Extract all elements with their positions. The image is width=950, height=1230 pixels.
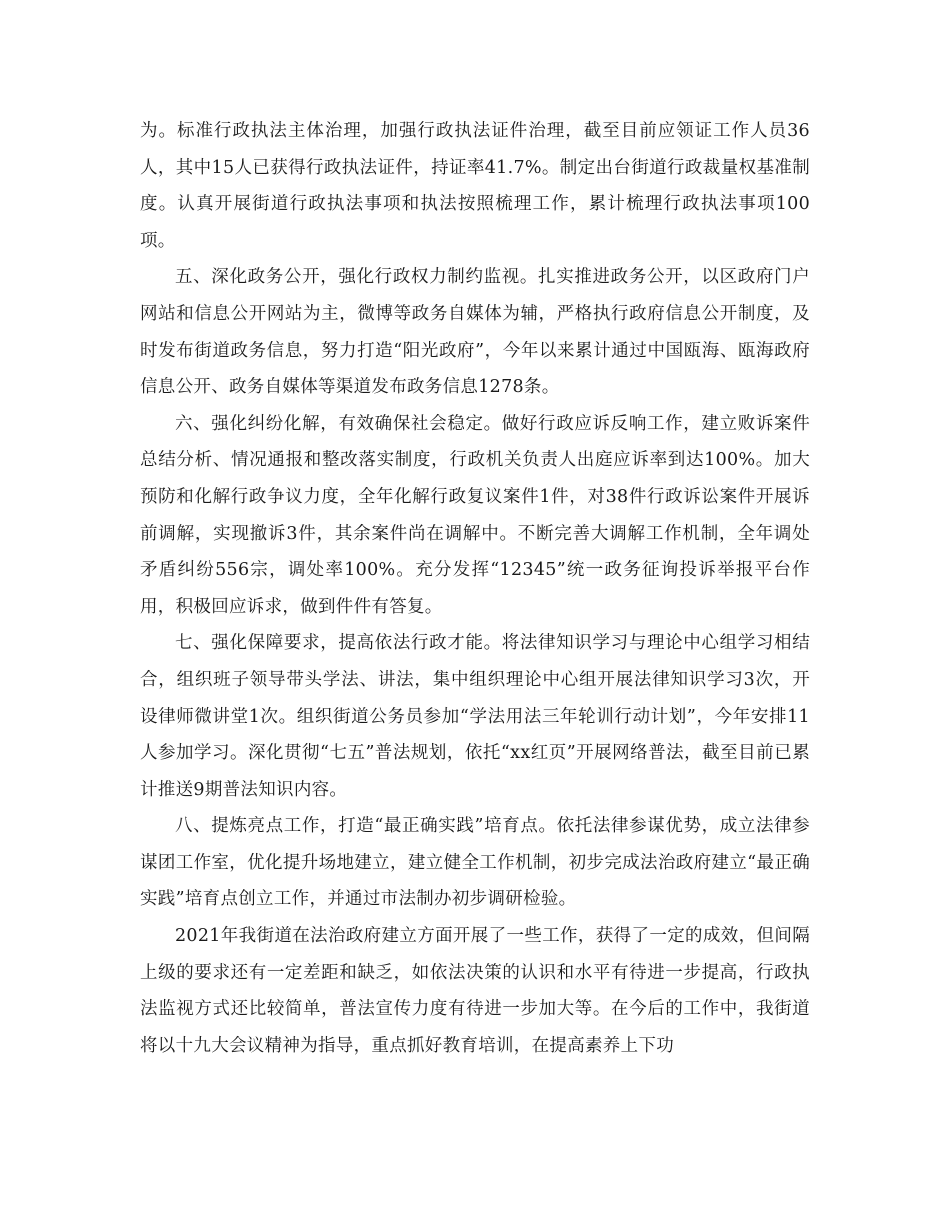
paragraph-section-eight: 八、提炼亮点工作，打造“最正确实践”培育点。依托法律参谋优势，成立法律参谋团工作室，优化提升场地建立，建立健全工作机制，初步完成法治政府建立“最正确实践”培育点创立工作，并通过市法制办初步调研检验。 [140,816,810,910]
paragraph-continuation: 为。标准行政执法主体治理，加强行政执法证件治理，截至目前应领证工作人员36人，其中15人已获得行政执法证件，持证率41.7%。制定出台街道行政裁量权基准制度。认真开展街道行政执法事项和执法按照梳理工作，累计梳理行政执法事项100项。 [140,121,810,251]
document-body [140,113,810,1064]
paragraph-section-six: 六、强化纠纷化解，有效确保社会稳定。做好行政应诉反响工作，建立败诉案件总结分析、情况通报和整改落实制度，行政机关负责人出庭应诉率到达100%。加大预防和化解行政争议力度，全年化解行政复议案件1件，对38件行政诉讼案件开展诉前调解，实现撤诉3件，其余案件尚在调解中。不断完善大调解工作机制，全年调处矛盾纠纷556宗，调处率100%。充分发挥“12345”统一政务征询投诉举报平台作用，积极回应诉求，做到件件有答复。 [140,413,810,617]
paragraph-section-seven: 七、强化保障要求，提高依法行政才能。将法律知识学习与理论中心组学习相结合，组织班子领导带头学法、讲法，集中组织理论中心组开展法律知识学习3次，开设律师微讲堂1次。组织街道公务员参加“学法用法三年轮训行动计划”，今年安排11人参加学习。深化贯彻“七五”普法规划，依托“xx红页”开展网络普法，截至目前已累计推送9期普法知识内容。 [140,633,810,800]
paragraph-section-five: 五、深化政务公开，强化行政权力制约监视。扎实推进政务公开，以区政府门户网站和信息公开网站为主，微博等政务自媒体为辅，严格执行政府信息公开制度，及时发布街道政务信息，努力打造“阳光政府”，今年以来累计通过中国瓯海、瓯海政府信息公开、政务自媒体等渠道发布政务信息1278条。 [140,267,810,398]
paragraph-summary: 2021年我街道在法治政府建立方面开展了一些工作，获得了一定的成效，但间隔上级的要求还有一定差距和缺乏，如依法决策的认识和水平有待进一步提高，行政执法监视方式还比较简单，普法宣传力度有待进一步加大等。在今后的工作中，我街道将以十九大会议精神为指导，重点抓好教育培训，在提高素养上下功 [140,926,810,1056]
